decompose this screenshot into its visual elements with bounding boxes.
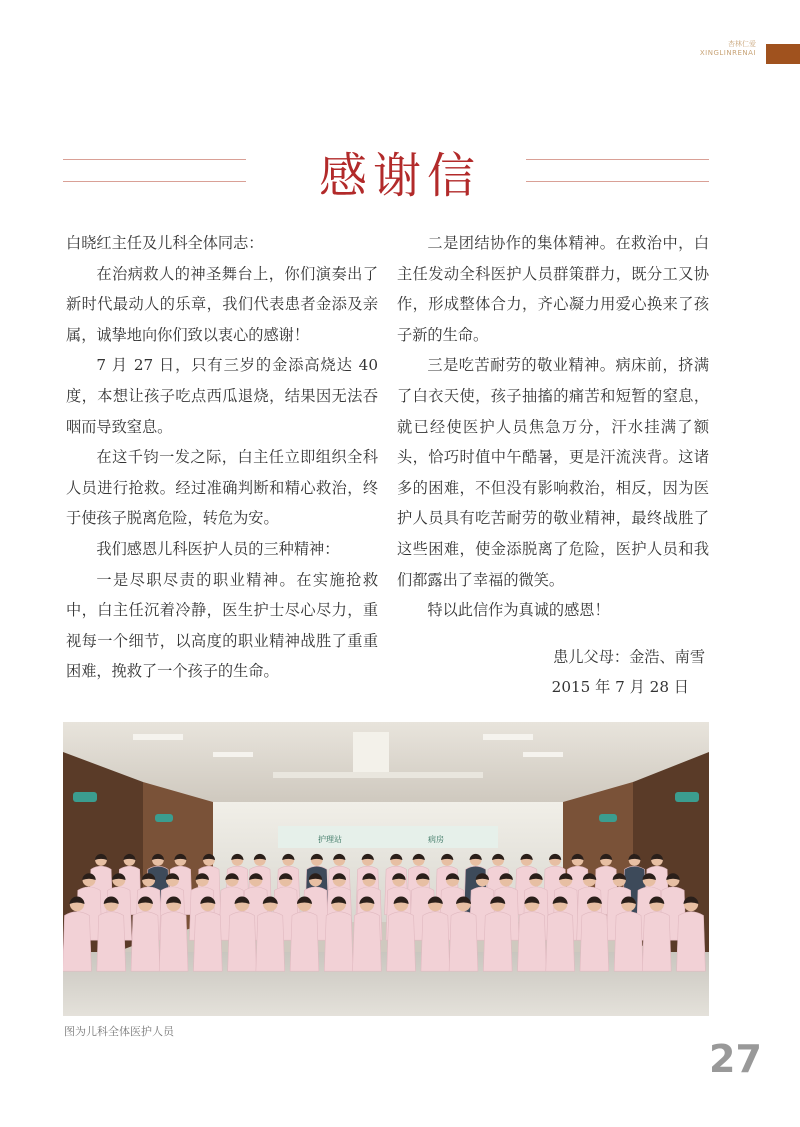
staff-member-body — [352, 912, 381, 972]
staff-member-body — [518, 912, 547, 972]
staff-member-body — [63, 912, 91, 972]
staff-member-body — [159, 912, 188, 972]
letter-date: 2015 年 7 月 28 日 — [551, 678, 689, 697]
letter-column-left — [66, 228, 378, 687]
letter-paragraph: 在治病救人的神圣舞台上，你们演奏出了新时代最动人的乐章，我们代表患者金添及亲属，诚挚地向你们致以衷心的感谢！ — [66, 264, 378, 344]
staff-member-body — [131, 912, 160, 972]
letter-paragraph: 在这千钧一发之际，白主任立即组织全科人员进行抢救。经过准确判断和精心救治，终于使孩子脱离危险，转危为安。 — [66, 448, 378, 528]
title-rule-right-bottom — [526, 181, 709, 182]
signature: 患儿父母：金浩、南雪 — [553, 647, 705, 666]
staff-member-body — [614, 912, 643, 972]
photo-caption: 图为儿科全体医护人员 — [64, 1025, 174, 1038]
letter-column-right — [397, 228, 709, 703]
page-title: 感谢信 — [318, 148, 481, 204]
staff-member-body — [324, 912, 353, 972]
title-rule-left-top — [63, 159, 246, 160]
salutation: 白晓红主任及儿科全体同志： — [66, 234, 264, 252]
title-rule-left-bottom — [63, 181, 246, 182]
staff-member-body — [546, 912, 575, 972]
header-brand-pinyin: XINGLINRENAI — [699, 49, 756, 57]
page-number: 27 — [709, 1037, 762, 1081]
staff-member-body — [97, 912, 126, 972]
header-label — [700, 40, 756, 58]
header-brand: 杏林仁爱 — [728, 40, 756, 48]
sign-ward: 病房 — [428, 835, 444, 844]
letter-paragraph: 二是团结协作的集体精神。在救治中，白主任发动全科医护人员群策群力，既分工又协作，形成整体合力，齐心凝力用爱心换来了孩子新的生命。 — [397, 234, 709, 344]
staff-member-body — [193, 912, 222, 972]
title-rule-right-top — [526, 159, 709, 160]
letter-paragraph: 我们感恩儿科医护人员的三种精神： — [96, 539, 340, 558]
staff-member-body — [449, 912, 478, 972]
staff-member-body — [256, 912, 285, 972]
staff-member-body — [387, 912, 416, 972]
staff-member-body — [421, 912, 450, 972]
staff-member-body — [483, 912, 512, 972]
staff-member-body — [677, 912, 706, 972]
staff-member-body — [580, 912, 609, 972]
staff-member-body — [228, 912, 257, 972]
letter-paragraph: 7 月 27 日，只有三岁的金添高烧达 40 度，本想让孩子吃点西瓜退烧，结果因无法吞咽而导致窒息。 — [66, 356, 378, 436]
staff-group-photo — [63, 722, 709, 1016]
letter-paragraph: 特以此信作为真诚的感恩！ — [427, 601, 610, 620]
letter-paragraph: 三是吃苦耐劳的敬业精神。病床前，挤满了白衣天使，孩子抽搐的痛苦和短暂的窒息，就已经使医护人员焦急万分，汗水挂满了额头，恰巧时值中午酷暑，更是汗流浃背。这诸多的困难，不但没有影响救治，相反，因为医护人员具有吃苦耐劳的敬业精神，最终战胜了这些困难，使金添脱离了危险，医护人员和我们都露出了幸福的微笑。 — [397, 356, 709, 589]
staff-member-body — [642, 912, 671, 972]
header-accent-bar — [766, 44, 800, 64]
staff-member-body — [290, 912, 319, 972]
sign-nurse-station: 护理站 — [318, 835, 342, 844]
letter-paragraph: 一是尽职尽责的职业精神。在实施抢救中，白主任沉着冷静，医生护士尽心尽力，重视每一个细节，以高度的职业精神战胜了重重困难，挽救了一个孩子的生命。 — [66, 570, 378, 681]
